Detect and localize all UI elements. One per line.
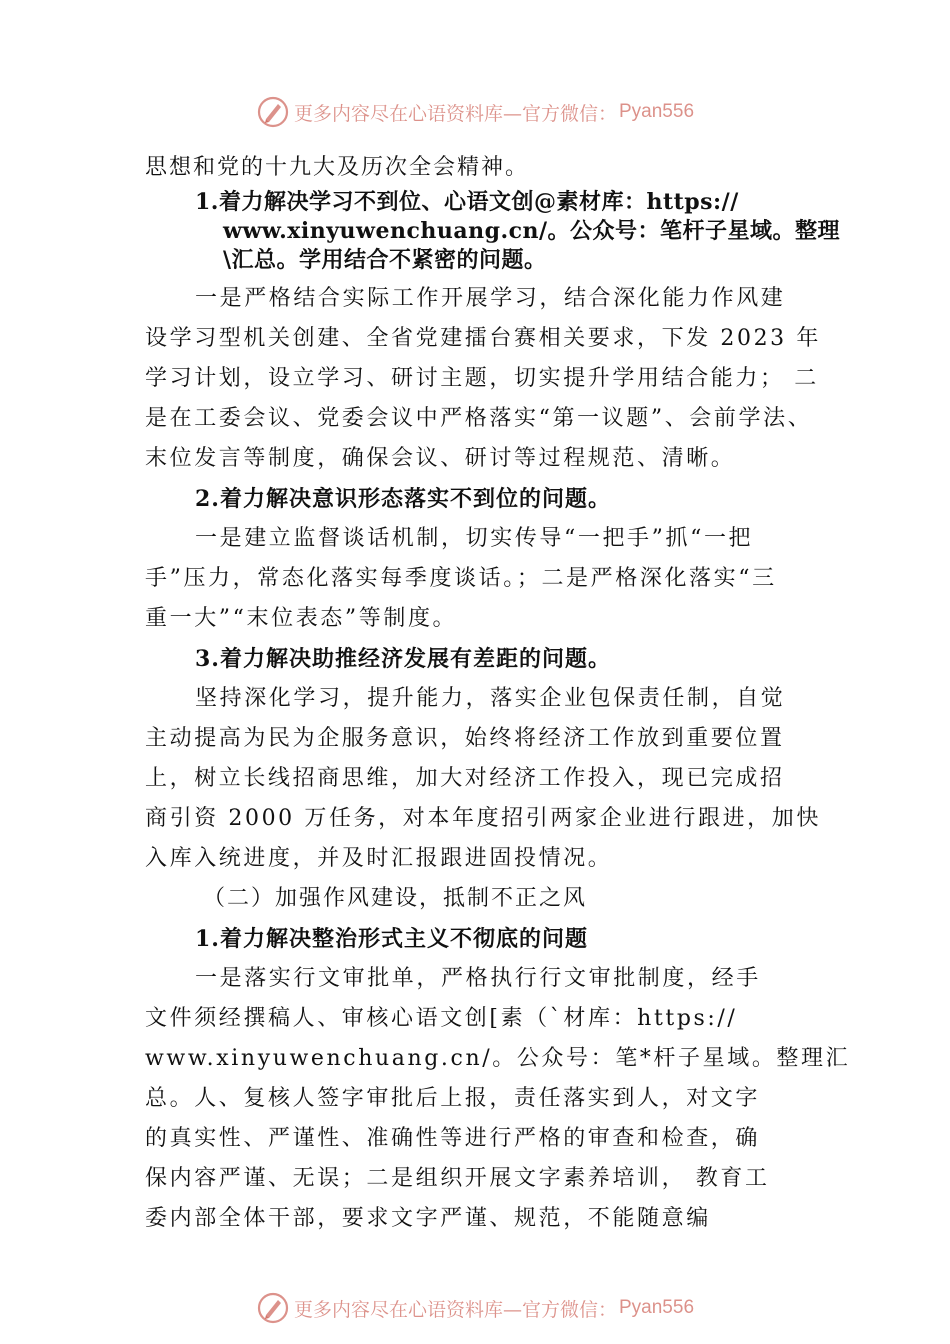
paragraph-line: www.xinyuwenchuang.cn/。公众号：笔*杆子星域。整理汇 <box>145 1046 851 1071</box>
heading-1-line: www.xinyuwenchuang.cn/。公众号：笔杆子星域。整理 <box>223 218 841 244</box>
banner-text: 更多内容尽在心语资料库—官方微信： <box>293 102 617 125</box>
heading-1 <box>145 188 841 275</box>
paragraph-line: 一是严格结合实际工作开展学习，结合深化能力作风建 <box>195 286 786 311</box>
paragraph-4 <box>145 959 851 1239</box>
paragraph-line: 重一大”“末位表态”等制度。 <box>145 606 458 631</box>
paragraph-line: 坚持深化学习，提升能力，落实企业包保责任制，自觉 <box>195 686 786 711</box>
header-banner <box>0 92 950 132</box>
paragraph-line: 主动提高为民为企服务意识，始终将经济工作放到重要位置 <box>145 726 785 751</box>
heading-1-line: \汇总。学用结合不紧密的问题。 <box>223 247 547 273</box>
paragraph-line: 学习计划，设立学习、研讨主题，切实提升学用结合能力； 二 <box>145 366 819 391</box>
paragraph-line: 保内容严谨、无误；二是组织开展文字素养培训， 教育工 <box>145 1166 770 1191</box>
paragraph-3 <box>145 679 821 879</box>
banner-wechat-id: Pyan556 <box>619 101 695 122</box>
heading-2: 2.着力解决意识形态落实不到位的问题。 <box>195 486 611 512</box>
footer-banner <box>0 1288 950 1328</box>
banner-text: 更多内容尽在心语资料库—官方微信： <box>293 1298 617 1321</box>
intro-line: 思想和党的十九大及历次全会精神。 <box>145 155 530 180</box>
paragraph-line: 商引资 2000 万任务，对本年度招引两家企业进行跟进，加快 <box>145 806 821 831</box>
paragraph-line: 的真实性、严谨性、准确性等进行严格的审查和检查，确 <box>145 1126 761 1151</box>
paragraph-line: 设学习型机关创建、全省党建擂台赛相关要求，下发 2023 年 <box>145 326 821 351</box>
paragraph-line: 末位发言等制度，确保会议、研讨等过程规范、清晰。 <box>145 446 736 471</box>
paragraph-1 <box>145 279 821 479</box>
pen-logo-icon <box>256 1291 290 1325</box>
paragraph-line: 委内部全体干部，要求文字严谨、规范，不能随意编 <box>145 1206 711 1231</box>
paragraph-2 <box>145 519 810 639</box>
paragraph-line: 文件须经撰稿人、审核心语文创[素（`材库：https:// <box>145 1006 738 1031</box>
heading-1-line: 1.着力解决学习不到位、心语文创@素材库：https:// <box>195 189 739 215</box>
section-heading: （二）加强作风建设，抵制不正之风 <box>203 886 588 911</box>
document-body <box>145 148 851 1239</box>
heading-3: 3.着力解决助推经济发展有差距的问题。 <box>195 646 611 672</box>
banner-wechat-id: Pyan556 <box>619 1297 695 1318</box>
paragraph-line: 一是落实行文审批单，严格执行行文审批制度，经手 <box>195 966 761 991</box>
paragraph-line: 上，树立长线招商思维，加大对经济工作投入，现已完成招 <box>145 766 785 791</box>
pen-logo-icon <box>256 95 290 129</box>
paragraph-line: 是在工委会议、党委会议中严格落实“第一议题”、会前学法、 <box>145 406 813 431</box>
paragraph-line: 手”压力，常态化落实每季度谈话。；二是严格深化落实“三 <box>145 566 777 591</box>
paragraph-line: 总。人、复核人签字审批后上报，责任落实到人，对文字 <box>145 1086 761 1111</box>
paragraph-line: 入库入统进度，并及时汇报跟进固投情况。 <box>145 846 613 871</box>
paragraph-line: 一是建立监督谈话机制，切实传导“一把手”抓“一把 <box>195 526 754 551</box>
heading-4: 1.着力解决整治形式主义不彻底的问题 <box>195 926 588 952</box>
